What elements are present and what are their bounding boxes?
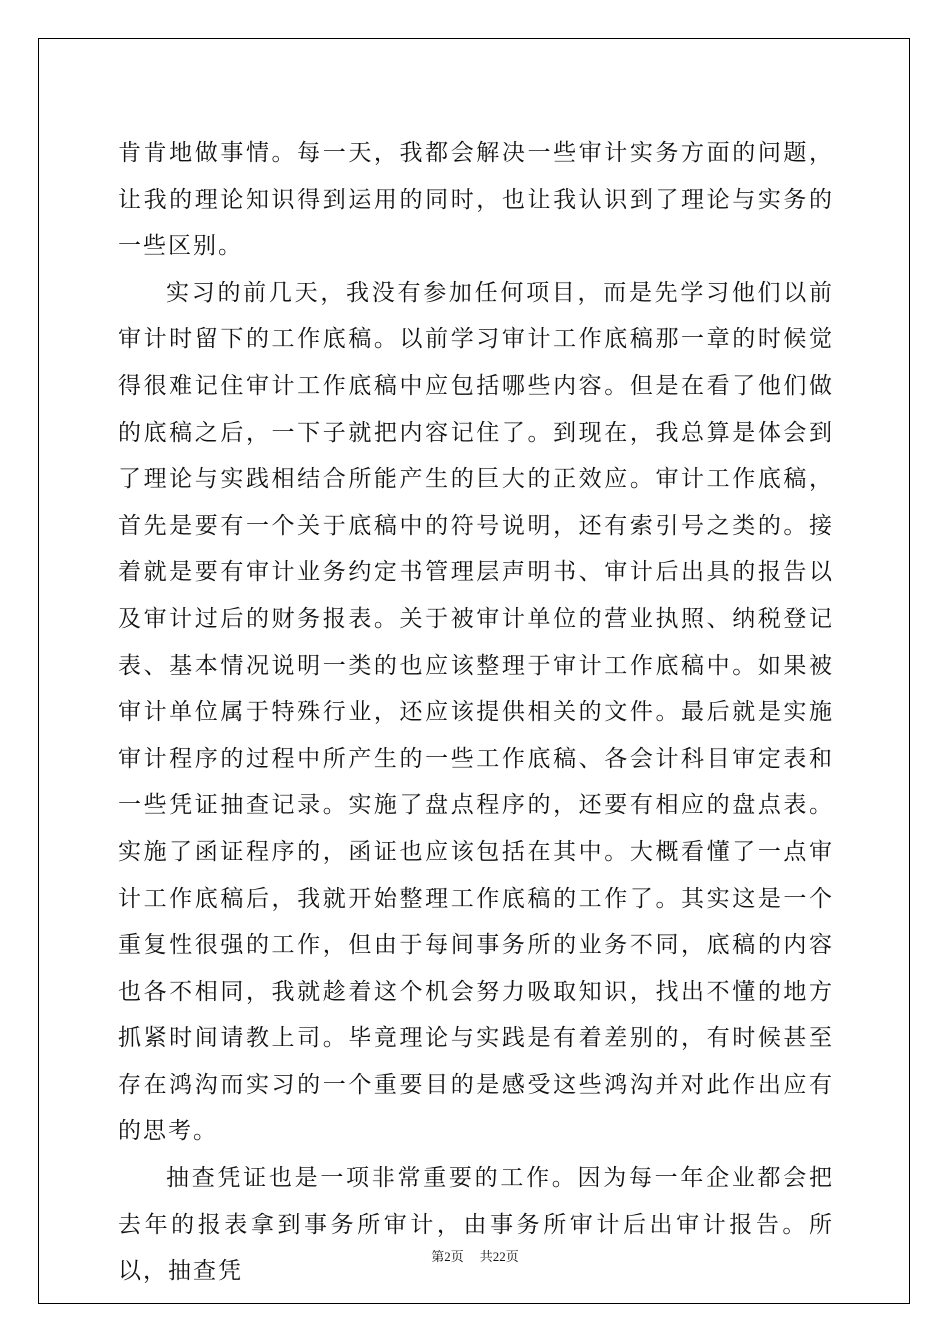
document-body — [118, 130, 834, 1295]
paragraph-1: 肯肯地做事情。每一天，我都会解决一些审计实务方面的问题，让我的理论知识得到运用的同时，也让我认识到了理论与实务的一些区别。 — [118, 140, 834, 260]
paragraph-2: 实习的前几天，我没有参加任何项目，而是先学习他们以前审计时留下的工作底稿。以前学习审计工作底稿那一章的时候觉得很难记住审计工作底稿中应包括哪些内容。但是在看了他们做的底稿之后，一下子就把内容记住了。到现在，我总算是体会到了理论与实践相结合所能产生的巨大的正效应。审计工作底稿，首先是要有一个关于底稿中的符号说明，还有索引号之类的。接着就是要有审计业务约定书管理层声明书、审计后出具的报告以及审计过后的财务报表。关于被审计单位的营业执照、纳税登记表、基本情况说明一类的也应该整理于审计工作底稿中。如果被审计单位属于特殊行业，还应该提供相关的文件。最后就是实施审计程序的过程中所产生的一些工作底稿、各会计科目审定表和一些凭证抽查记录。实施了盘点程序的，还要有相应的盘点表。实施了函证程序的，函证也应该包括在其中。大概看懂了一点审计工作底稿后，我就开始整理工作底稿的工作了。其实这是一个重复性很强的工作，但由于每间事务所的业务不同，底稿的内容也各不相同，我就趁着这个机会努力吸取知识，找出不懂的地方抓紧时间请教上司。毕竟理论与实践是有着差别的，有时候甚至存在鸿沟而实习的一个重要目的是感受这些鸿沟并对此作出应有的思考。 — [118, 279, 834, 1145]
paragraph-3: 抽查凭证也是一项非常重要的工作。因为每一年企业都会把去年的报表拿到事务所审计，由事务所审计后出审计报告。所以，抽查凭 — [118, 1165, 834, 1285]
page-footer — [0, 1246, 950, 1265]
page-number: 第2页 — [431, 1249, 464, 1264]
page-total: 共22页 — [479, 1249, 519, 1264]
